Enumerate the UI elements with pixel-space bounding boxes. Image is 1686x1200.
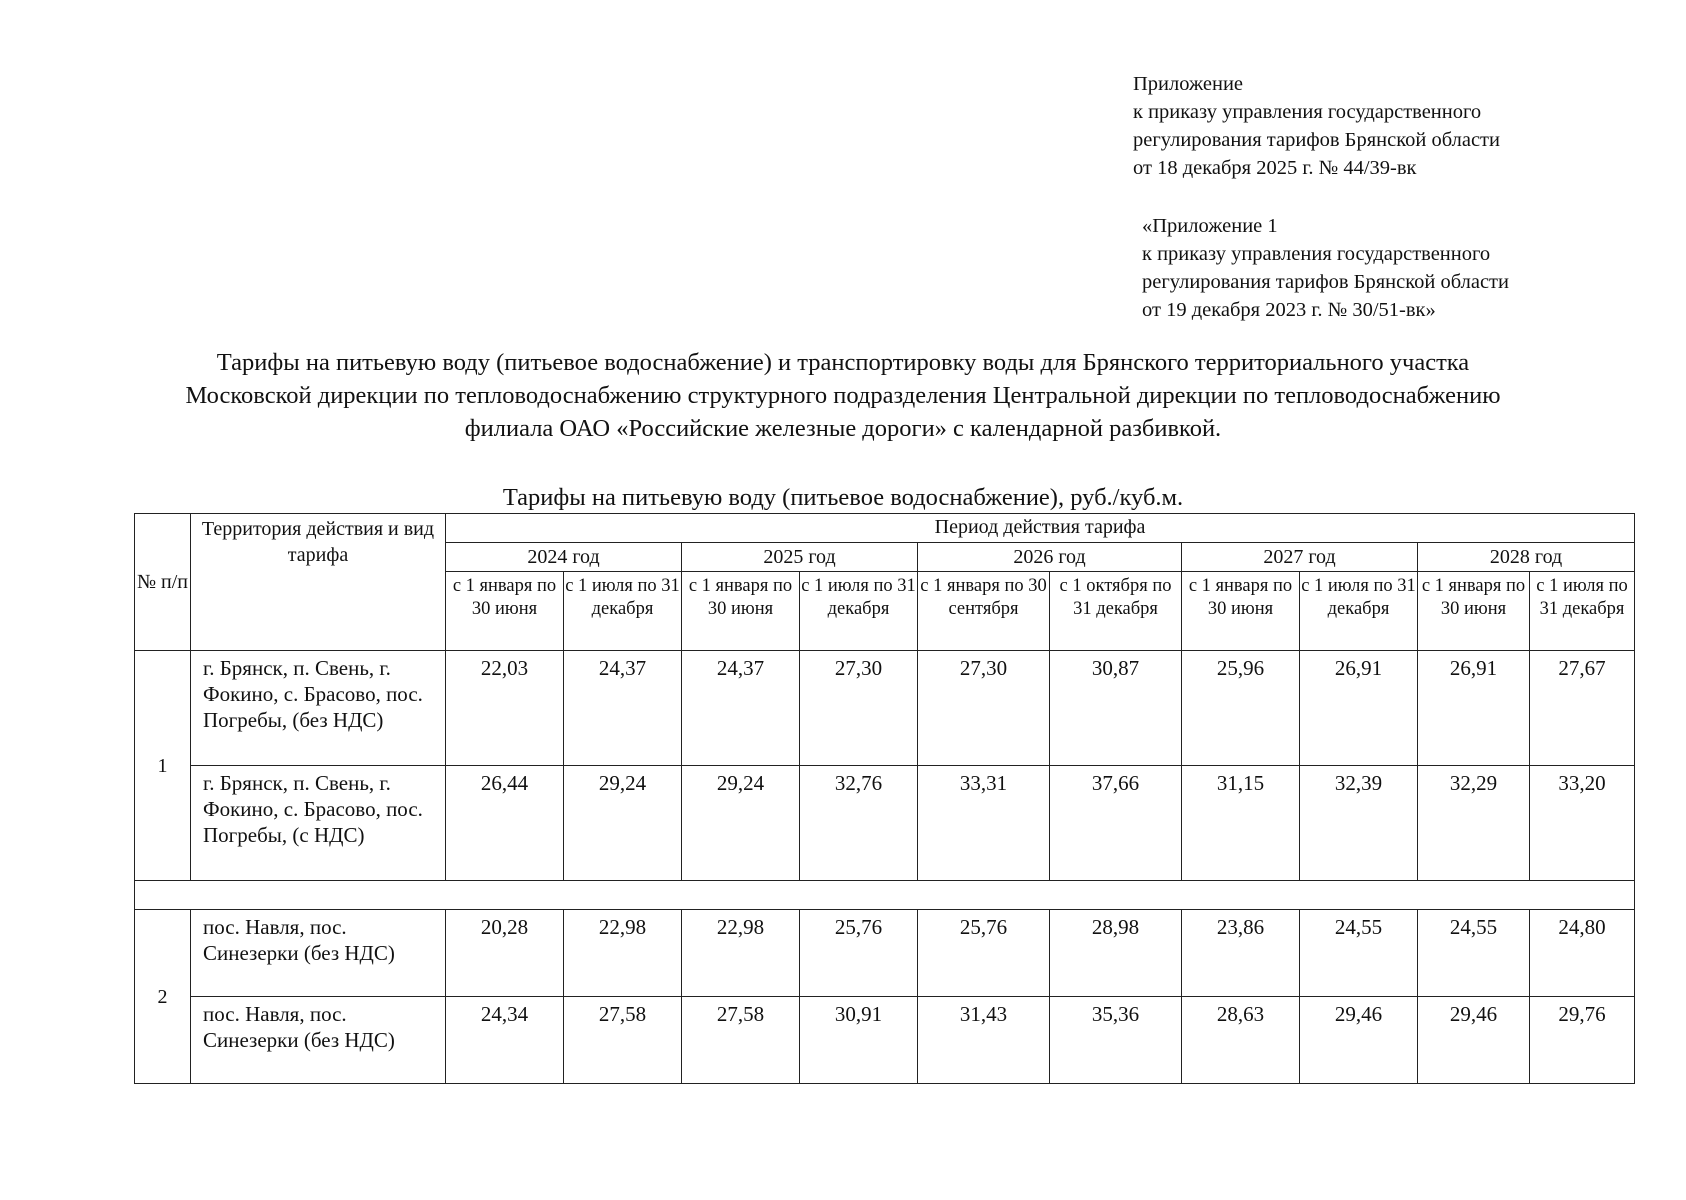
tariff-value: 22,03 [446,651,564,766]
table-row [135,651,1635,766]
tariff-value: 27,30 [800,651,918,766]
header-subperiod: с 1 января по 30 июня [446,572,564,651]
row-number: 2 [135,910,191,1084]
tariff-value: 31,15 [1182,766,1300,881]
tariff-value: 26,91 [1300,651,1418,766]
header-subperiod: с 1 июля по 31 декабря [1530,572,1635,651]
tariff-value: 28,98 [1050,910,1182,997]
tariff-value: 32,39 [1300,766,1418,881]
tariff-value: 33,31 [918,766,1050,881]
tariff-value: 29,46 [1418,997,1530,1084]
tariff-value: 30,87 [1050,651,1182,766]
tariff-value: 26,91 [1418,651,1530,766]
tariff-value: 30,91 [800,997,918,1084]
tariff-value: 29,24 [682,766,800,881]
tariff-value: 29,46 [1300,997,1418,1084]
header-year: 2025 год [682,543,918,572]
tariff-value: 27,58 [682,997,800,1084]
tariff-value: 29,24 [564,766,682,881]
tariff-value: 24,37 [564,651,682,766]
separator-row [135,881,1635,910]
header-territory: Территория действия и вид тарифа [191,514,446,651]
tariff-table [134,513,1635,1084]
tariff-value: 24,80 [1530,910,1635,997]
tariff-value: 26,44 [446,766,564,881]
row-number: 1 [135,651,191,881]
appendix-line: от 18 декабря 2025 г. № 44/39-вк [1133,157,1417,179]
tariff-value: 25,76 [918,910,1050,997]
tariff-value: 32,29 [1418,766,1530,881]
appendix-line: от 19 декабря 2023 г. № 30/51-вк» [1142,299,1436,321]
header-subperiod: с 1 января по 30 июня [1182,572,1300,651]
header-subperiod: с 1 июля по 31 декабря [1300,572,1418,651]
territory-cell: пос. Навля, пос. Синезерки (без НДС) [191,997,446,1084]
document-title [40,346,1646,445]
title-line: Тарифы на питьевую воду (питьевое водоснабжение) и транспортировку воды для Брянского территориального участка [216,349,1470,376]
title-line: Московской дирекции по тепловодоснабжению структурного подразделения Центральной дирекции по тепловодоснабжению [185,382,1501,409]
tariff-value: 24,55 [1300,910,1418,997]
territory-cell: пос. Навля, пос. Синезерки (без НДС) [191,910,446,997]
table-row [135,910,1635,997]
tariff-value: 25,76 [800,910,918,997]
table-row [135,997,1635,1084]
table-row [135,766,1635,881]
tariff-value: 35,36 [1050,997,1182,1084]
header-number: № п/п [135,514,191,651]
tariff-value: 27,30 [918,651,1050,766]
header-year: 2028 год [1418,543,1635,572]
appendix-line: Приложение [1133,73,1244,95]
header-subperiod: с 1 июля по 31 декабря [800,572,918,651]
appendix-current-order [1133,70,1500,182]
tariff-value: 24,34 [446,997,564,1084]
header-year: 2027 год [1182,543,1418,572]
tariff-value: 20,28 [446,910,564,997]
territory-cell: г. Брянск, п. Свень, г. Фокино, с. Брасово, пос. Погребы, (с НДС) [191,766,446,881]
appendix-line: регулирования тарифов Брянской области [1133,129,1500,151]
tariff-value: 27,67 [1530,651,1635,766]
tariff-value: 32,76 [800,766,918,881]
tariff-value: 23,86 [1182,910,1300,997]
tariff-value: 31,43 [918,997,1050,1084]
tariff-value: 24,37 [682,651,800,766]
tariff-value: 28,63 [1182,997,1300,1084]
appendix-line: регулирования тарифов Брянской области [1142,271,1509,293]
header-subperiod: с 1 октября по 31 декабря [1050,572,1182,651]
appendix-line: к приказу управления государственного [1142,243,1491,265]
table-caption: Тарифы на питьевую воду (питьевое водоснабжение), руб./куб.м. [502,484,1184,511]
appendix-line: «Приложение 1 [1142,215,1278,237]
header-year: 2024 год [446,543,682,572]
title-line: филиала ОАО «Российские железные дороги» с календарной разбивкой. [464,415,1222,442]
header-subperiod: с 1 июля по 31 декабря [564,572,682,651]
appendix-original-order [1142,212,1509,324]
tariff-value: 27,58 [564,997,682,1084]
separator-cell [135,881,1635,910]
tariff-value: 37,66 [1050,766,1182,881]
tariff-value: 29,76 [1530,997,1635,1084]
header-period: Период действия тарифа [446,514,1635,543]
territory-cell: г. Брянск, п. Свень, г. Фокино, с. Брасово, пос. Погребы, (без НДС) [191,651,446,766]
tariff-value: 33,20 [1530,766,1635,881]
header-subperiod: с 1 января по 30 июня [1418,572,1530,651]
header-subperiod: с 1 января по 30 сентября [918,572,1050,651]
tariff-value: 24,55 [1418,910,1530,997]
tariff-value: 25,96 [1182,651,1300,766]
header-subperiod: с 1 января по 30 июня [682,572,800,651]
header-year: 2026 год [918,543,1182,572]
tariff-value: 22,98 [682,910,800,997]
appendix-line: к приказу управления государственного [1133,101,1482,123]
tariff-value: 22,98 [564,910,682,997]
